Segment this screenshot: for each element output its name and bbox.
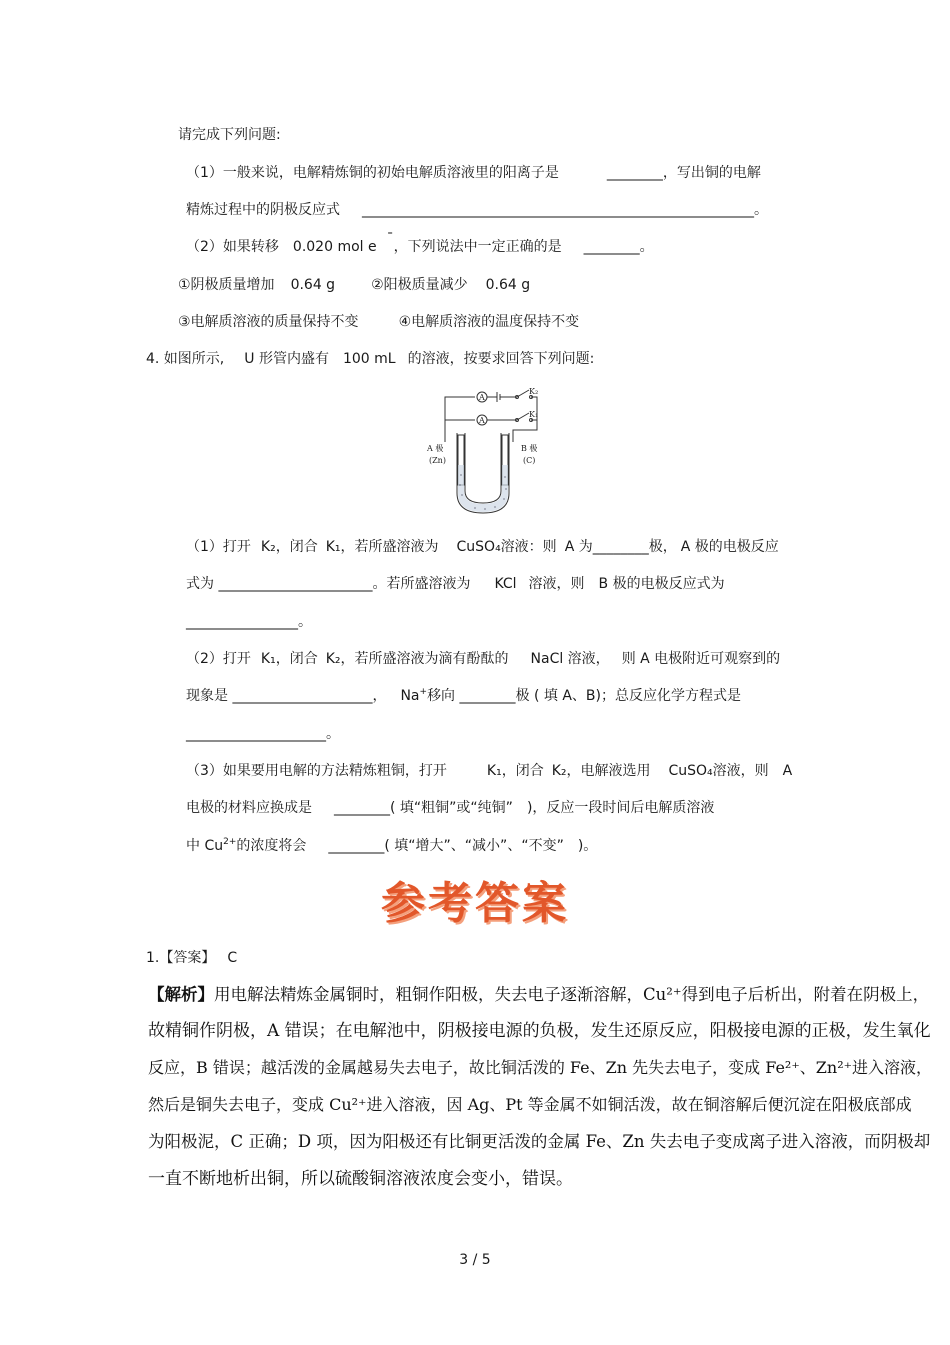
text: K₁，闭合: [260, 651, 318, 667]
text: （2）如果转移: [186, 239, 279, 255]
electrode-a-material: (Zn): [429, 456, 446, 465]
text: 移向 ________极 ( 填 A、B)；总反应化学方程式是: [427, 688, 741, 704]
blank-text: ________。: [583, 239, 654, 255]
text: （1）一般来说，电解精炼铜的初始电解质溶液里的阳离子是: [186, 165, 559, 181]
text: ¯: [386, 231, 394, 247]
q4-part1-line3: ________________。: [186, 614, 312, 630]
text: CuSO₄溶液，则: [668, 763, 769, 779]
text: A: [782, 763, 793, 779]
q3-options-row2: [178, 312, 579, 332]
analysis-line-3: 反应，B 错误；越活泼的金属越易失去电子，故比铜活泼的 Fe、Zn 先失去电子，变成 Fe²⁺、Zn²⁺进入溶液，: [148, 1058, 933, 1077]
text: K₁，闭合: [486, 763, 544, 779]
ammeter-label: A: [479, 393, 485, 402]
q4-part3-line2: [186, 798, 714, 818]
text: K₁，若所盛溶液为: [325, 539, 439, 555]
q4-part2-line2: [186, 686, 741, 706]
text: 现象是 ____________________: [186, 688, 373, 704]
analysis-line-2: 故精铜作阴极，A 错误；在电解池中，阴极接电源的负极，发生还原反应，阳极接电源的正极，发生氧化: [148, 1021, 931, 1041]
text: 用电解法精炼金属铜时，粗铜作阳极，失去电子逐渐溶解，Cu²⁺得到电子后析出，附着在阴极上，: [214, 985, 930, 1004]
option-1-value: 0.64 g: [290, 277, 336, 293]
electrode-b-label: B 极: [521, 444, 538, 453]
text: 则 A 电极附近可观察到的: [621, 651, 781, 667]
text: Na: [400, 688, 420, 704]
page-number: 3 / 5: [459, 1252, 491, 1268]
text: A 为________极，: [564, 539, 677, 555]
answer-label: 1.【答案】: [146, 950, 216, 966]
text: 的浓度将会: [236, 838, 307, 854]
text: ________( 填“增大”、“减小”、“不变”: [328, 838, 564, 854]
electrolysis-diagram: [425, 385, 555, 520]
analysis-line-1: [148, 983, 933, 1007]
q3-intro: 请完成下列问题:: [178, 127, 281, 143]
ammeter-label: A: [479, 416, 485, 425]
blank: ________________________________________________________: [362, 202, 754, 218]
q4-stem: [146, 349, 594, 369]
option-2-value: 0.64 g: [485, 277, 531, 293]
option-1: ①阴极质量增加: [178, 277, 275, 293]
q3-part2-line: [186, 231, 654, 257]
answer-value: C: [227, 950, 238, 966]
text: 溶液，则: [528, 576, 585, 592]
text: A 极的电极反应: [680, 539, 779, 555]
text: 精炼过程中的阴极反应式: [186, 202, 340, 218]
electrode-a-label: A 极: [427, 444, 444, 453]
analysis-line-6: 一直不断地析出铜，所以硫酸铜溶液浓度会变小，错误。: [148, 1169, 573, 1189]
text: B 极的电极反应式为: [598, 576, 725, 592]
option-3: ③电解质溶液的质量保持不变: [178, 314, 359, 330]
text: ，下列说法中一定正确的是: [393, 239, 562, 255]
blank-text: ________，写出铜的电解: [606, 165, 761, 181]
text: 100 mL: [342, 351, 396, 367]
q4-part2-line1: [186, 649, 780, 669]
text: NaCl 溶液，: [530, 651, 610, 667]
text: K₂，闭合: [260, 539, 318, 555]
text: 0.020 mol e: [292, 239, 377, 255]
text: （3）如果要用电解的方法精炼粗铜，打开: [186, 763, 447, 779]
q3-options-row1: [178, 275, 530, 295]
superscript: 2+: [223, 837, 237, 847]
text: KCl: [494, 576, 517, 592]
text: K₂，电解液选用: [551, 763, 651, 779]
analysis-line-5: 为阳极泥，C 正确；D 项，因为阳极还有比铜更活泼的金属 Fe、Zn 失去电子变成离子进入溶液，而阴极却: [148, 1132, 931, 1151]
analysis-line-4: 然后是铜失去电子，变成 Cu²⁺进入溶液，因 Ag、Pt 等金属不如铜活泼，故在铜溶解后便沉淀在阳极底部成: [148, 1095, 912, 1114]
text: U 形管内盛有: [244, 351, 329, 367]
text: K₂，若所盛溶液为滴有酚酞的: [325, 651, 509, 667]
text: CuSO₄溶液：则: [456, 539, 557, 555]
q4-part2-line3: ____________________。: [186, 726, 340, 742]
k2-label: K₂: [529, 387, 539, 396]
k1-label: K₁: [529, 410, 539, 419]
text: 中 Cu: [186, 838, 224, 854]
switch-k1-icon[interactable]: [517, 413, 529, 420]
answer-1: [146, 948, 237, 968]
switch-k2-icon[interactable]: [517, 390, 529, 397]
text: ，: [372, 688, 387, 704]
text: 4. 如图所示,: [146, 351, 225, 367]
text: 的溶液，按要求回答下列问题:: [407, 351, 595, 367]
text: 电极的材料应换成是: [186, 800, 312, 816]
electrode-b-material: (C): [523, 456, 536, 465]
q4-part3-line1: [186, 761, 792, 781]
q4-part3-line3: [186, 836, 597, 856]
text: ________( 填“粗铜”或“纯铜”: [334, 800, 513, 816]
q4-part1-line1: [186, 537, 779, 557]
superscript: +: [419, 687, 428, 697]
text: )。: [577, 838, 598, 854]
q4-part1-line2: [186, 574, 725, 594]
q3-part1-line1: [186, 163, 761, 183]
option-4: ④电解质溶液的温度保持不变: [398, 314, 580, 330]
option-2: ②阳极质量减少: [371, 277, 468, 293]
text: 式为 ______________________: [186, 576, 373, 592]
text: 。若所盛溶液为: [372, 576, 471, 592]
text: （2）打开: [186, 651, 251, 667]
text: 。: [754, 202, 768, 218]
q3-part1-line2: [186, 200, 768, 220]
text: )，反应一段时间后电解质溶液: [526, 800, 715, 816]
answer-key-heading: 参考答案: [381, 878, 569, 929]
analysis-tag: 【解析】: [148, 985, 214, 1004]
text: （1）打开: [186, 539, 251, 555]
